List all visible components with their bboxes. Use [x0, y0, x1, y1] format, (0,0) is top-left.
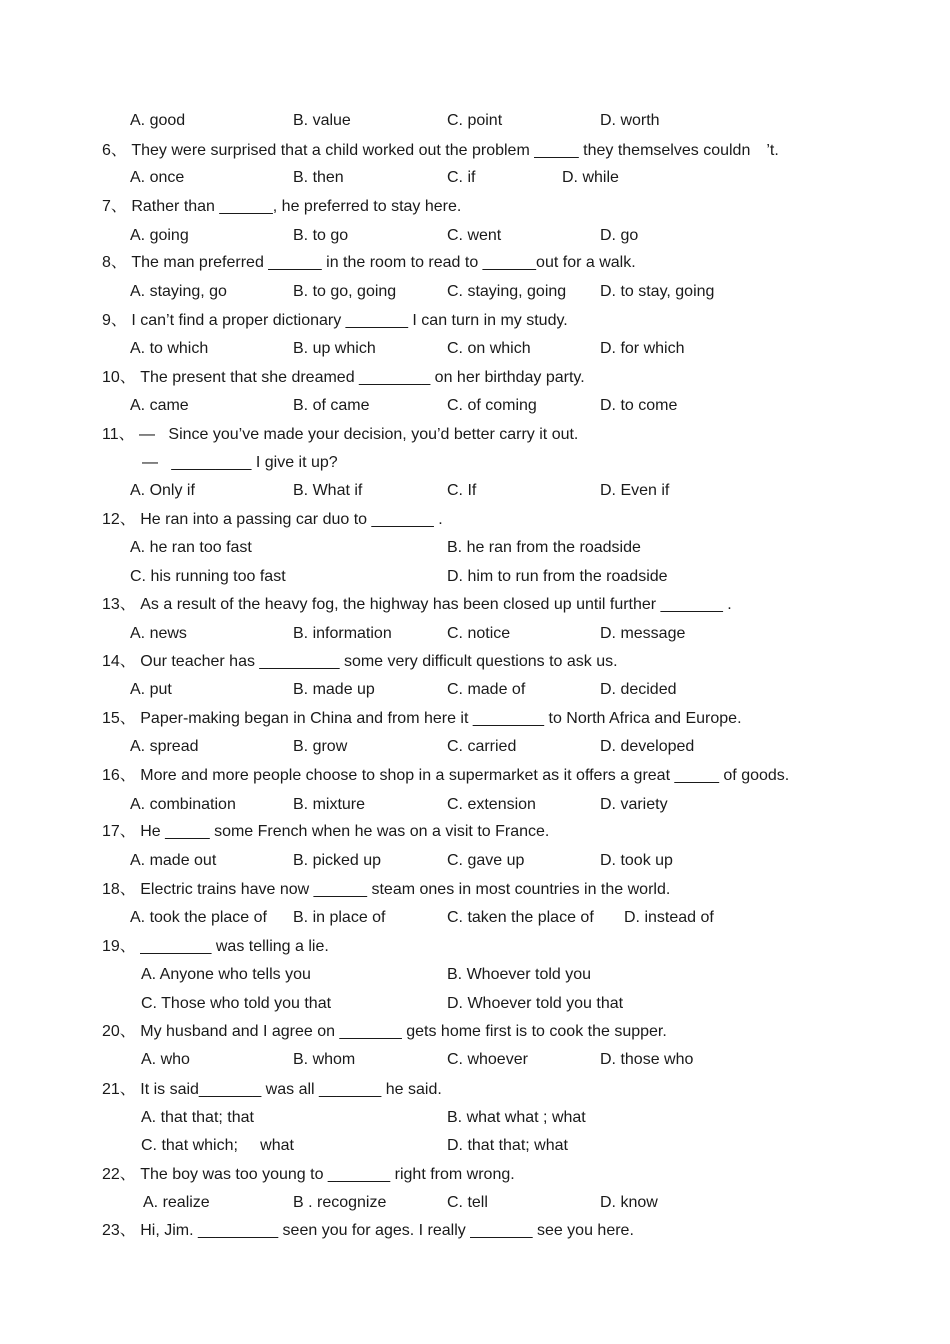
answer-option: D. go — [600, 227, 639, 244]
answer-option: A. combination — [130, 796, 236, 813]
question-text: 7、 Rather than ______, he preferred to stay here. — [102, 198, 462, 215]
answer-option: B. made up — [293, 681, 375, 698]
answer-option: A. spread — [130, 738, 199, 755]
answer-option: C. taken the place of — [447, 909, 594, 926]
answer-option: D. while — [562, 169, 619, 186]
question-text: 10、 The present that she dreamed ________ on her birthday party. — [102, 369, 585, 386]
answer-option: A. put — [130, 681, 172, 698]
answer-option: A. to which — [130, 340, 209, 357]
answer-option: A. news — [130, 625, 187, 642]
answer-option: D. took up — [600, 852, 673, 869]
answer-option: A. who — [141, 1051, 190, 1068]
answer-option: A. Anyone who tells you — [141, 966, 311, 983]
answer-option: D. worth — [600, 112, 660, 129]
answer-option: C. of coming — [447, 397, 537, 414]
answer-option: A. took the place of — [130, 909, 267, 926]
answer-option: A. good — [130, 112, 186, 129]
answer-option: B. picked up — [293, 852, 382, 869]
answer-option: D. to come — [600, 397, 678, 414]
answer-option: A. going — [130, 227, 189, 244]
answer-option: B. to go, going — [293, 283, 397, 300]
answer-option: B. Whoever told you — [447, 966, 592, 983]
answer-option: B. information — [293, 625, 392, 642]
answer-option: B. of came — [293, 397, 370, 414]
answer-option: C. notice — [447, 625, 511, 642]
answer-option: D. those who — [600, 1051, 694, 1068]
answer-option: B. whom — [293, 1051, 356, 1068]
answer-option: B. mixture — [293, 796, 366, 813]
answer-option: D. developed — [600, 738, 695, 755]
question-text: 20、 My husband and I agree on _______ gets home first is to cook the supper. — [102, 1023, 667, 1040]
answer-option: B. What if — [293, 482, 363, 499]
answer-option: D. Whoever told you that — [447, 995, 624, 1012]
answer-option: A. once — [130, 169, 185, 186]
question-text: — _________ I give it up? — [142, 454, 338, 471]
answer-option: C. point — [447, 112, 503, 129]
answer-option: C. on which — [447, 340, 531, 357]
answer-option: A. he ran too fast — [130, 539, 252, 556]
question-text: 23、 Hi, Jim. _________ seen you for ages. I really _______ see you here. — [102, 1222, 634, 1239]
answer-option: D. decided — [600, 681, 677, 698]
question-text: 16、 More and more people choose to shop in a supermarket as it offers a great _____ of goods. — [102, 767, 790, 784]
question-text: 9、 I can’t find a proper dictionary _______ I can turn in my study. — [102, 312, 568, 329]
answer-option: C. gave up — [447, 852, 525, 869]
answer-option: C. whoever — [447, 1051, 528, 1068]
question-text: 15、 Paper-making began in China and from here it ________ to North Africa and Europe. — [102, 710, 742, 727]
answer-option: B. what what ; what — [447, 1109, 586, 1126]
answer-option: D. Even if — [600, 482, 670, 499]
answer-option: D. message — [600, 625, 686, 642]
answer-option: B. to go — [293, 227, 349, 244]
answer-option: C. went — [447, 227, 502, 244]
answer-option: D. variety — [600, 796, 668, 813]
question-text: 22、 The boy was too young to _______ right from wrong. — [102, 1166, 515, 1183]
question-text: 12、 He ran into a passing car duo to _______ . — [102, 511, 443, 528]
answer-option: A. staying, go — [130, 283, 227, 300]
answer-option: A. realize — [143, 1194, 210, 1211]
answer-option: B. in place of — [293, 909, 386, 926]
answer-option: D. instead of — [624, 909, 714, 926]
question-text: 17、 He _____ some French when he was on a visit to France. — [102, 823, 550, 840]
answer-option: C. made of — [447, 681, 526, 698]
answer-option: B. he ran from the roadside — [447, 539, 641, 556]
question-text: 18、 Electric trains have now ______ steam ones in most countries in the world. — [102, 881, 671, 898]
answer-option: A. came — [130, 397, 189, 414]
answer-option: C. staying, going — [447, 283, 567, 300]
answer-option: D. him to run from the roadside — [447, 568, 668, 585]
answer-option: B. then — [293, 169, 344, 186]
answer-option: C. tell — [447, 1194, 488, 1211]
answer-option: D. to stay, going — [600, 283, 715, 300]
answer-option: C. that which; what — [141, 1137, 294, 1154]
question-text: 6、 They were surprised that a child worked out the problem _____ they themselves couldn ’t. — [102, 142, 779, 159]
answer-option: D. that that; what — [447, 1137, 568, 1154]
answer-option: B. value — [293, 112, 351, 129]
answer-option: A. Only if — [130, 482, 195, 499]
answer-option: C. carried — [447, 738, 517, 755]
question-text: 14、 Our teacher has _________ some very difficult questions to ask us. — [102, 653, 618, 670]
answer-option: C. If — [447, 482, 477, 499]
answer-option: C. if — [447, 169, 476, 186]
question-text: 13、 As a result of the heavy fog, the highway has been closed up until further _______ . — [102, 596, 732, 613]
answer-option: B . recognize — [293, 1194, 387, 1211]
answer-option: D. for which — [600, 340, 685, 357]
answer-option: D. know — [600, 1194, 658, 1211]
answer-option: A. made out — [130, 852, 217, 869]
answer-option: B. grow — [293, 738, 348, 755]
question-text: 21、 It is said_______ was all _______ he said. — [102, 1081, 442, 1098]
answer-option: B. up which — [293, 340, 376, 357]
answer-option: C. his running too fast — [130, 568, 286, 585]
question-text: 8、 The man preferred ______ in the room to read to ______out for a walk. — [102, 254, 636, 271]
question-text: 19、 ________ was telling a lie. — [102, 938, 329, 955]
answer-option: A. that that; that — [141, 1109, 254, 1126]
answer-option: C. extension — [447, 796, 536, 813]
question-text: 11、 — Since you’ve made your decision, you’d better carry it out. — [102, 426, 579, 443]
answer-option: C. Those who told you that — [141, 995, 332, 1012]
